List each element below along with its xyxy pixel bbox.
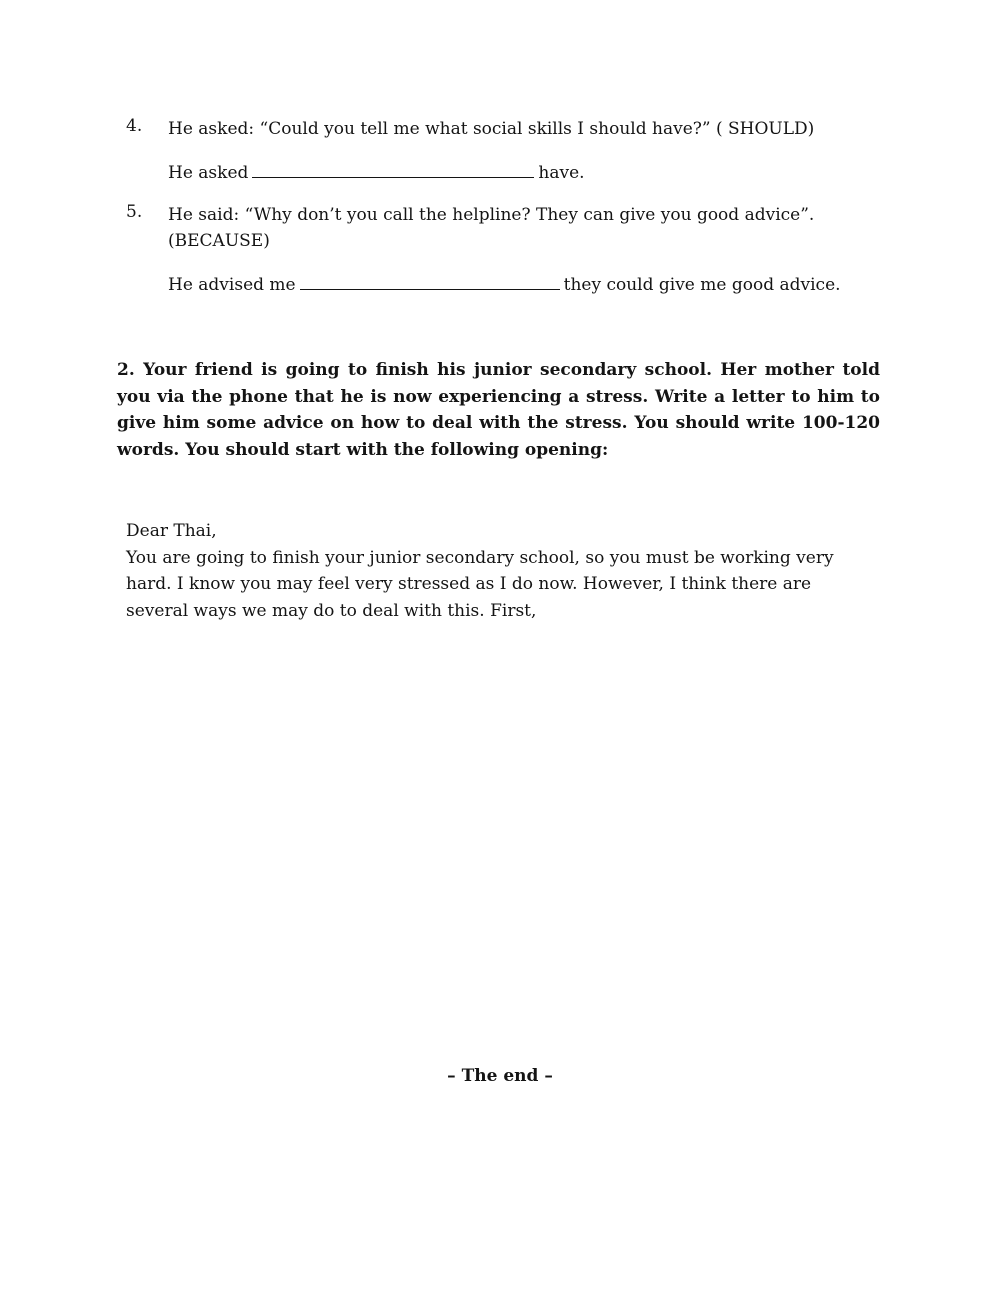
answer-line-4 [168, 159, 585, 186]
answer-suffix: have. [538, 163, 585, 183]
answer-prefix: He advised me [168, 275, 296, 295]
writing-task-instruction: 2. Your friend is going to finish his junior secondary school. Her mother told you via the phone that he is now experiencing a stress. Write a letter to him to give him some advice on how to deal with the stress. You should write 100-120 words. You should start with the following opening: [117, 360, 880, 460]
end-marker: – The end – [447, 1066, 553, 1086]
letter-opening [126, 518, 876, 624]
item-prompt: He asked: “Could you tell me what social skills I should have?” ( SHOULD) [168, 119, 815, 139]
answer-line-5 [168, 271, 841, 298]
item-prompt-line1: He said: “Why don’t you call the helpline? They can give you good advice”. [168, 205, 815, 225]
letter-greeting: Dear Thai, [126, 521, 217, 541]
letter-body: You are going to finish your junior secondary school, so you must be working very hard. I know you may feel very stressed as I do now. However, I think there are several ways we may do to deal with this. First, [126, 547, 834, 621]
item-prompt-line2: (BECAUSE) [168, 231, 270, 251]
answer-prefix: He asked [168, 163, 249, 183]
exercise-item-5 [126, 202, 886, 258]
item-prompt [168, 202, 886, 254]
exercise-item-4 [126, 116, 886, 146]
answer-blank-5[interactable] [300, 271, 560, 290]
answer-suffix: they could give me good advice. [563, 275, 841, 295]
item-number: 5. [126, 202, 143, 222]
item-number: 4. [126, 116, 143, 136]
answer-blank-4[interactable] [252, 159, 534, 178]
